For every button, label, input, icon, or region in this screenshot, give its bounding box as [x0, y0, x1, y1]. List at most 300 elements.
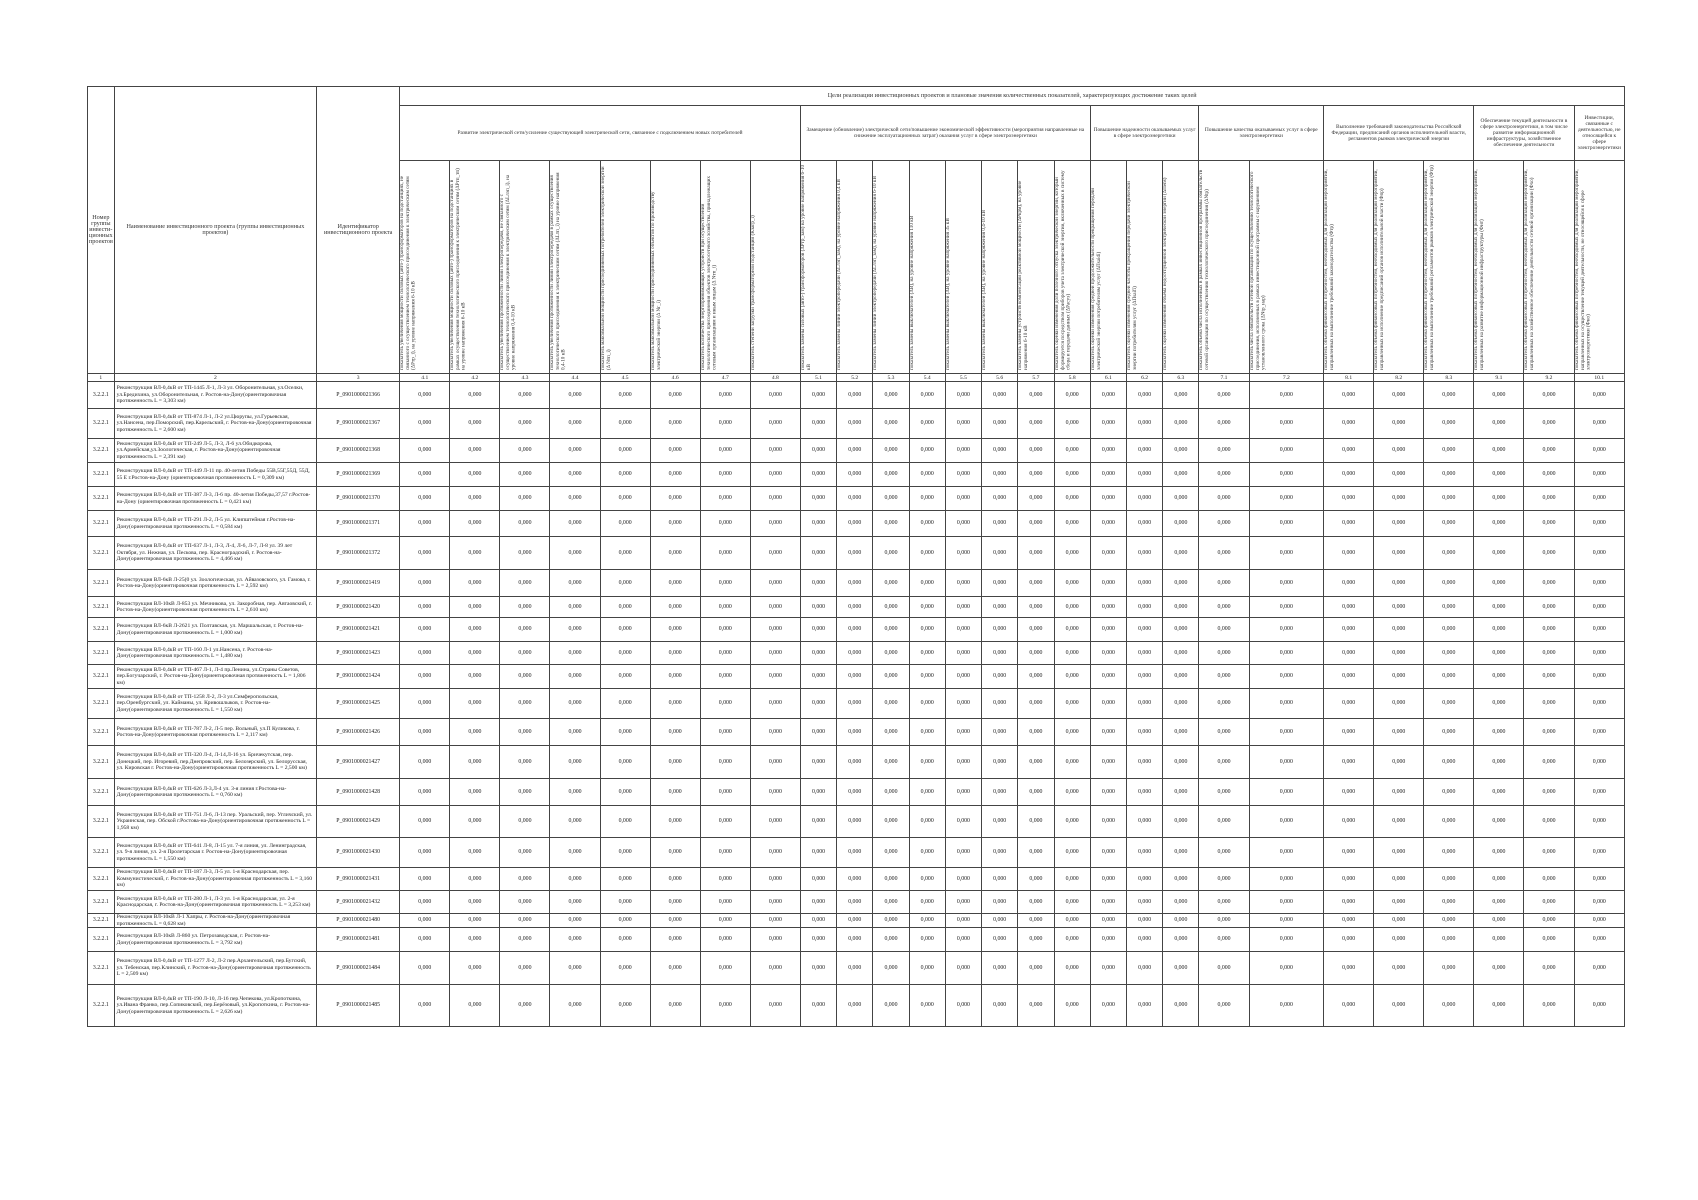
- row-indicator-value: 0,000: [1249, 719, 1324, 746]
- row-group-number: 3.2.2.1: [88, 779, 115, 806]
- row-indicator-value: 0,000: [650, 985, 700, 1027]
- row-indicator-value: 0,000: [837, 952, 873, 985]
- row-indicator-value: 0,000: [873, 597, 909, 618]
- row-indicator-value: 0,000: [450, 382, 500, 409]
- row-project-name: Реконструкция ВЛ-10кВ Л-860 ул. Петрозаводская, г. Ростов-на-Дону(ориентировочная протяженность L = 3,792 км): [114, 928, 316, 952]
- row-indicator-value: 0,000: [1524, 952, 1574, 985]
- row-indicator-value: 0,000: [1249, 952, 1324, 985]
- row-indicator-value: 0,000: [450, 439, 500, 463]
- row-indicator-value: 0,000: [945, 914, 981, 928]
- row-indicator-value: 0,000: [650, 952, 700, 985]
- header-indicator: [500, 161, 550, 374]
- row-indicator-value: 0,000: [600, 914, 650, 928]
- row-indicator-value: 0,000: [500, 891, 550, 914]
- row-indicator-value: 0,000: [1199, 618, 1249, 642]
- row-indicator-value: 0,000: [1424, 439, 1474, 463]
- header-indicator: [550, 161, 600, 374]
- row-indicator-value: 0,000: [945, 487, 981, 511]
- header-indicator: [982, 161, 1018, 374]
- row-indicator-value: 0,000: [800, 985, 836, 1027]
- row-group-number: 3.2.2.1: [88, 439, 115, 463]
- column-number: 4.8: [750, 374, 800, 382]
- row-indicator-value: 0,000: [400, 382, 450, 409]
- row-indicator-value: 0,000: [500, 597, 550, 618]
- row-group-number: 3.2.2.1: [88, 868, 115, 891]
- row-indicator-value: 0,000: [600, 689, 650, 719]
- row-indicator-value: 0,000: [873, 665, 909, 689]
- row-indicator-value: 0,000: [945, 952, 981, 985]
- row-indicator-value: 0,000: [750, 952, 800, 985]
- row-indicator-value: 0,000: [1163, 806, 1199, 838]
- row-indicator-value: 0,000: [1374, 665, 1424, 689]
- header-indicator: [1054, 161, 1090, 374]
- row-indicator-value: 0,000: [1199, 914, 1249, 928]
- table-row: [88, 382, 1625, 409]
- row-indicator-value: 0,000: [1424, 665, 1474, 689]
- row-indicator-value: 0,000: [750, 597, 800, 618]
- row-indicator-value: 0,000: [450, 891, 500, 914]
- header-indicator: [1199, 161, 1249, 374]
- row-indicator-value: 0,000: [945, 779, 981, 806]
- row-indicator-value: 0,000: [1090, 928, 1126, 952]
- row-indicator-value: 0,000: [1054, 746, 1090, 779]
- row-indicator-value: 0,000: [450, 409, 500, 439]
- row-group-number: 3.2.2.1: [88, 537, 115, 570]
- row-indicator-value: 0,000: [500, 463, 550, 487]
- row-indicator-value: 0,000: [400, 463, 450, 487]
- column-number: 4.4: [550, 374, 600, 382]
- row-indicator-value: 0,000: [1324, 806, 1374, 838]
- row-indicator-value: 0,000: [1054, 928, 1090, 952]
- row-indicator-value: 0,000: [1524, 382, 1574, 409]
- row-indicator-value: 0,000: [700, 382, 750, 409]
- row-indicator-value: 0,000: [600, 838, 650, 868]
- row-indicator-value: 0,000: [1574, 618, 1624, 642]
- header-indicator: [1249, 161, 1324, 374]
- row-indicator-value: 0,000: [700, 665, 750, 689]
- row-indicator-value: 0,000: [837, 382, 873, 409]
- table-row: [88, 537, 1625, 570]
- row-indicator-value: 0,000: [1324, 537, 1374, 570]
- row-indicator-value: 0,000: [1324, 463, 1374, 487]
- row-indicator-value: 0,000: [800, 642, 836, 665]
- row-indicator-value: 0,000: [400, 665, 450, 689]
- row-indicator-value: 0,000: [1424, 409, 1474, 439]
- row-indicator-value: 0,000: [550, 537, 600, 570]
- row-indicator-value: 0,000: [982, 891, 1018, 914]
- row-indicator-value: 0,000: [982, 746, 1018, 779]
- row-indicator-value: 0,000: [1424, 891, 1474, 914]
- row-indicator-value: 0,000: [450, 914, 500, 928]
- row-indicator-value: 0,000: [1374, 806, 1424, 838]
- investment-program-table-sheet: [87, 86, 1625, 1120]
- row-indicator-value: 0,000: [1424, 689, 1474, 719]
- row-indicator-value: 0,000: [400, 838, 450, 868]
- row-indicator-value: 0,000: [800, 463, 836, 487]
- row-indicator-value: 0,000: [600, 642, 650, 665]
- row-indicator-value: 0,000: [945, 806, 981, 838]
- header-indicator-label: показатель объема финансовых потребностей, необходимых для реализации мероприятий, направленных на осуществление текущей деятельности, не относящейся к сфере электроэнергетики (Фно): [1573, 169, 1592, 370]
- row-indicator-value: 0,000: [700, 597, 750, 618]
- row-indicator-value: 0,000: [450, 665, 500, 689]
- row-indicator-value: 0,000: [1524, 928, 1574, 952]
- row-group-number: 3.2.2.1: [88, 746, 115, 779]
- row-indicator-value: 0,000: [650, 806, 700, 838]
- row-indicator-value: 0,000: [800, 891, 836, 914]
- row-indicator-value: 0,000: [873, 806, 909, 838]
- row-indicator-value: 0,000: [1199, 891, 1249, 914]
- row-indicator-value: 0,000: [1424, 928, 1474, 952]
- row-indicator-value: 0,000: [1474, 382, 1524, 409]
- header-indicator: [1163, 161, 1199, 374]
- row-project-id: P_0901000021369: [317, 463, 400, 487]
- row-indicator-value: 0,000: [1163, 891, 1199, 914]
- row-indicator-value: 0,000: [1054, 597, 1090, 618]
- row-indicator-value: 0,000: [700, 618, 750, 642]
- row-indicator-value: 0,000: [909, 928, 945, 952]
- row-indicator-value: 0,000: [1018, 570, 1054, 597]
- row-indicator-value: 0,000: [500, 618, 550, 642]
- row-indicator-value: 0,000: [1374, 487, 1424, 511]
- row-indicator-value: 0,000: [945, 439, 981, 463]
- row-indicator-value: 0,000: [1249, 382, 1324, 409]
- row-indicator-value: 0,000: [1524, 618, 1574, 642]
- row-indicator-value: 0,000: [1249, 570, 1324, 597]
- row-indicator-value: 0,000: [1126, 806, 1162, 838]
- row-indicator-value: 0,000: [1574, 487, 1624, 511]
- row-group-number: 3.2.2.1: [88, 689, 115, 719]
- row-indicator-value: 0,000: [800, 806, 836, 838]
- row-indicator-value: 0,000: [1054, 891, 1090, 914]
- row-indicator-value: 0,000: [1474, 511, 1524, 537]
- row-indicator-value: 0,000: [650, 537, 700, 570]
- header-goal-group: Выполнение требований законодательства Российской Федерации, предписаний органов исполнительной власти, регламентов рынков электрической энергии: [1324, 106, 1474, 161]
- row-indicator-value: 0,000: [550, 928, 600, 952]
- row-indicator-value: 0,000: [550, 570, 600, 597]
- row-indicator-value: 0,000: [1054, 570, 1090, 597]
- row-group-number: 3.2.2.1: [88, 487, 115, 511]
- row-indicator-value: 0,000: [1054, 537, 1090, 570]
- row-indicator-value: 0,000: [800, 689, 836, 719]
- row-group-number: 3.2.2.1: [88, 914, 115, 928]
- row-indicator-value: 0,000: [500, 409, 550, 439]
- row-indicator-value: 0,000: [400, 985, 450, 1027]
- row-indicator-value: 0,000: [1249, 985, 1324, 1027]
- row-indicator-value: 0,000: [982, 985, 1018, 1027]
- row-indicator-value: 0,000: [1249, 838, 1324, 868]
- row-indicator-value: 0,000: [1054, 719, 1090, 746]
- row-indicator-value: 0,000: [1474, 928, 1524, 952]
- row-indicator-value: 0,000: [837, 914, 873, 928]
- row-indicator-value: 0,000: [400, 689, 450, 719]
- row-indicator-value: 0,000: [945, 928, 981, 952]
- row-indicator-value: 0,000: [400, 618, 450, 642]
- row-indicator-value: 0,000: [1424, 806, 1474, 838]
- row-indicator-value: 0,000: [1126, 868, 1162, 891]
- header-indicator: [1374, 161, 1424, 374]
- header-indicator-label: показатель объема финансовых потребностей, необходимых для реализации мероприятий, направленных на выполнение требований регламентов рынков электрической энергии (Фтр): [1423, 165, 1436, 370]
- row-indicator-value: 0,000: [750, 985, 800, 1027]
- header-indicator-label: показатель степени загрузки трансформаторной подстанции (Kзагр_i): [749, 215, 756, 370]
- row-indicator-value: 0,000: [550, 642, 600, 665]
- column-number: 8.2: [1374, 374, 1424, 382]
- row-indicator-value: 0,000: [750, 746, 800, 779]
- row-indicator-value: 0,000: [873, 511, 909, 537]
- row-indicator-value: 0,000: [650, 511, 700, 537]
- row-indicator-value: 0,000: [1574, 689, 1624, 719]
- row-indicator-value: 0,000: [1090, 985, 1126, 1027]
- row-indicator-value: 0,000: [450, 511, 500, 537]
- row-indicator-value: 0,000: [600, 511, 650, 537]
- row-indicator-value: 0,000: [873, 642, 909, 665]
- header-indicator-label: показатель замены устройств компенсации реактивной мощности (ΔPкрм), на уровне напряжения 6-10 кВ: [1017, 180, 1030, 370]
- row-group-number: 3.2.2.1: [88, 928, 115, 952]
- row-indicator-value: 0,000: [1374, 779, 1424, 806]
- row-indicator-value: 0,000: [1018, 463, 1054, 487]
- column-number: 4.3: [500, 374, 550, 382]
- row-group-number: 3.2.2.1: [88, 570, 115, 597]
- row-indicator-value: 0,000: [982, 928, 1018, 952]
- row-indicator-value: 0,000: [1199, 779, 1249, 806]
- row-indicator-value: 0,000: [1163, 868, 1199, 891]
- row-indicator-value: 0,000: [1018, 719, 1054, 746]
- header-indicator: [873, 161, 909, 374]
- row-indicator-value: 0,000: [1424, 487, 1474, 511]
- row-indicator-value: 0,000: [700, 952, 750, 985]
- table-row: [88, 597, 1625, 618]
- row-indicator-value: 0,000: [909, 868, 945, 891]
- row-project-name: Реконструкция ВЛ-0,4кВ от ТП-320 Л-4, Л-14,Л-16 ул. Бричекутская, пер. Донецкий, пер. Игоревий, пер.Днепровский, пер. Белозерский, ул. Белорусская, ул. Кировская г. Ростов-на-Дону(ориентировочная протяженность L = 2,500 км): [114, 746, 316, 779]
- row-indicator-value: 0,000: [1126, 382, 1162, 409]
- row-indicator-value: 0,000: [1374, 746, 1424, 779]
- row-indicator-value: 0,000: [750, 779, 800, 806]
- row-indicator-value: 0,000: [550, 952, 600, 985]
- row-indicator-value: 0,000: [500, 806, 550, 838]
- row-indicator-value: 0,000: [1374, 952, 1424, 985]
- row-indicator-value: 0,000: [1090, 642, 1126, 665]
- row-indicator-value: 0,000: [1054, 689, 1090, 719]
- row-indicator-value: 0,000: [982, 537, 1018, 570]
- row-indicator-value: 0,000: [1424, 952, 1474, 985]
- table-row: [88, 719, 1625, 746]
- row-indicator-value: 0,000: [1090, 537, 1126, 570]
- column-number: 5.1: [800, 374, 836, 382]
- row-indicator-value: 0,000: [1424, 868, 1474, 891]
- row-indicator-value: 0,000: [1018, 511, 1054, 537]
- row-indicator-value: 0,000: [1249, 891, 1324, 914]
- row-indicator-value: 0,000: [1574, 868, 1624, 891]
- row-indicator-value: 0,000: [1574, 806, 1624, 838]
- row-indicator-value: 0,000: [650, 914, 700, 928]
- row-indicator-value: 0,000: [982, 382, 1018, 409]
- row-indicator-value: 0,000: [1199, 665, 1249, 689]
- row-indicator-value: 0,000: [450, 618, 500, 642]
- row-indicator-value: 0,000: [1163, 618, 1199, 642]
- header-indicator: [1126, 161, 1162, 374]
- row-indicator-value: 0,000: [873, 891, 909, 914]
- row-indicator-value: 0,000: [1090, 382, 1126, 409]
- column-number: 2: [114, 374, 316, 382]
- row-indicator-value: 0,000: [1374, 409, 1424, 439]
- row-indicator-value: 0,000: [1474, 985, 1524, 1027]
- row-indicator-value: 0,000: [1574, 914, 1624, 928]
- row-indicator-value: 0,000: [1163, 928, 1199, 952]
- row-indicator-value: 0,000: [1324, 618, 1374, 642]
- row-indicator-value: 0,000: [550, 838, 600, 868]
- row-indicator-value: 0,000: [600, 439, 650, 463]
- row-indicator-value: 0,000: [700, 985, 750, 1027]
- row-indicator-value: 0,000: [1474, 914, 1524, 928]
- header-indicator: [600, 161, 650, 374]
- row-indicator-value: 0,000: [450, 537, 500, 570]
- row-indicator-value: 0,000: [1249, 689, 1324, 719]
- row-indicator-value: 0,000: [550, 597, 600, 618]
- row-indicator-value: 0,000: [650, 487, 700, 511]
- row-indicator-value: 0,000: [982, 642, 1018, 665]
- row-project-name: Реконструкция ВЛ-10кВ Л-1 Хапры, г. Ростов-на-Дону(ориентировочная протяженность L = 0,628 км): [114, 914, 316, 928]
- row-indicator-value: 0,000: [1054, 914, 1090, 928]
- row-indicator-value: 0,000: [500, 952, 550, 985]
- row-indicator-value: 0,000: [650, 618, 700, 642]
- table-row: [88, 838, 1625, 868]
- row-indicator-value: 0,000: [500, 928, 550, 952]
- row-indicator-value: 0,000: [500, 511, 550, 537]
- row-indicator-value: 0,000: [1324, 746, 1374, 779]
- row-indicator-value: 0,000: [873, 439, 909, 463]
- row-indicator-value: 0,000: [1199, 806, 1249, 838]
- row-indicator-value: 0,000: [550, 719, 600, 746]
- header-goal-group: Повышение качества оказываемых услуг в сфере электроэнергетики: [1199, 106, 1324, 161]
- row-indicator-value: 0,000: [873, 779, 909, 806]
- row-indicator-value: 0,000: [1199, 511, 1249, 537]
- row-indicator-value: 0,000: [800, 537, 836, 570]
- row-indicator-value: 0,000: [550, 868, 600, 891]
- row-indicator-value: 0,000: [750, 537, 800, 570]
- row-indicator-value: 0,000: [909, 985, 945, 1027]
- row-indicator-value: 0,000: [1324, 779, 1374, 806]
- row-indicator-value: 0,000: [909, 511, 945, 537]
- row-indicator-value: 0,000: [1324, 838, 1374, 868]
- column-number: 4.7: [700, 374, 750, 382]
- row-indicator-value: 0,000: [450, 779, 500, 806]
- header-indicator: [1324, 161, 1374, 374]
- row-indicator-value: 0,000: [550, 439, 600, 463]
- row-indicator-value: 0,000: [1574, 928, 1624, 952]
- row-indicator-value: 0,000: [945, 597, 981, 618]
- row-indicator-value: 0,000: [1474, 719, 1524, 746]
- row-indicator-value: 0,000: [1090, 409, 1126, 439]
- row-indicator-value: 0,000: [1424, 382, 1474, 409]
- row-indicator-value: 0,000: [500, 689, 550, 719]
- row-indicator-value: 0,000: [1054, 868, 1090, 891]
- row-indicator-value: 0,000: [500, 838, 550, 868]
- row-indicator-value: 0,000: [1018, 618, 1054, 642]
- row-indicator-value: 0,000: [945, 382, 981, 409]
- row-indicator-value: 0,000: [873, 952, 909, 985]
- table-row: [88, 779, 1625, 806]
- row-indicator-value: 0,000: [1324, 439, 1374, 463]
- row-indicator-value: 0,000: [1126, 597, 1162, 618]
- row-indicator-value: 0,000: [1574, 746, 1624, 779]
- row-indicator-value: 0,000: [1249, 868, 1324, 891]
- header-indicator-label: показатель объема финансовых потребностей, необходимых для реализации мероприятий, направленных на исполнение предписаний органов исполнительной власти (Фпр): [1373, 169, 1385, 370]
- row-indicator-value: 0,000: [1474, 952, 1524, 985]
- header-goal-group: Повышение надежности оказываемых услуг в сфере электроэнергетики: [1090, 106, 1199, 161]
- row-indicator-value: 0,000: [873, 618, 909, 642]
- row-indicator-value: 0,000: [873, 409, 909, 439]
- column-number: 7.2: [1249, 374, 1324, 382]
- row-indicator-value: 0,000: [1090, 838, 1126, 868]
- row-indicator-value: 0,000: [800, 382, 836, 409]
- row-indicator-value: 0,000: [1126, 779, 1162, 806]
- header-indicator-label: показатель замены линий электропередачи (ΔLлэп_зам), на уровне напряжения 6-10 кВ: [872, 176, 879, 370]
- row-indicator-value: 0,000: [909, 665, 945, 689]
- row-indicator-value: 0,000: [945, 719, 981, 746]
- row-indicator-value: 0,000: [800, 914, 836, 928]
- row-indicator-value: 0,000: [800, 746, 836, 779]
- row-indicator-value: 0,000: [400, 719, 450, 746]
- column-number: 1: [88, 374, 115, 382]
- row-indicator-value: 0,000: [1524, 891, 1574, 914]
- row-group-number: 3.2.2.1: [88, 719, 115, 746]
- row-indicator-value: 0,000: [945, 985, 981, 1027]
- header-goals-super: Цели реализации инвестиционных проектов и плановые значения количественных показателей, характеризующих достижение таких целей: [400, 87, 1625, 106]
- row-indicator-value: 0,000: [945, 511, 981, 537]
- row-indicator-value: 0,000: [982, 689, 1018, 719]
- row-indicator-value: 0,000: [800, 719, 836, 746]
- row-project-name: Реконструкция ВЛ-6кВ Л-25(0 ул. Зоологическая, ул. Айвазовского, ул. Гамова, г. Ростов-на-Дону(ориентировочная протяженность L = 2,592 км): [114, 570, 316, 597]
- row-indicator-value: 0,000: [982, 779, 1018, 806]
- row-indicator-value: 0,000: [909, 439, 945, 463]
- row-indicator-value: 0,000: [945, 463, 981, 487]
- header-project-name: Наименование инвестиционного проекта (группы инвестиционных проектов): [114, 87, 316, 374]
- row-indicator-value: 0,000: [700, 511, 750, 537]
- row-indicator-value: 0,000: [1474, 487, 1524, 511]
- investment-projects-table: [87, 86, 1625, 1027]
- row-indicator-value: 0,000: [500, 719, 550, 746]
- column-number: 8.1: [1324, 374, 1374, 382]
- row-project-id: P_0901000021485: [317, 985, 400, 1027]
- row-indicator-value: 0,000: [1090, 463, 1126, 487]
- row-indicator-value: 0,000: [945, 891, 981, 914]
- row-project-id: P_0901000021431: [317, 868, 400, 891]
- table-row: [88, 928, 1625, 952]
- row-indicator-value: 0,000: [1018, 928, 1054, 952]
- row-indicator-value: 0,000: [909, 838, 945, 868]
- row-indicator-value: 0,000: [600, 891, 650, 914]
- row-indicator-value: 0,000: [1018, 746, 1054, 779]
- row-indicator-value: 0,000: [400, 487, 450, 511]
- row-indicator-value: 0,000: [1524, 985, 1574, 1027]
- row-project-name: Реконструкция ВЛ-0,4кВ от ТП-160 Л-1 ул.Нансена, г. Ростов-на-Дону(ориентировочная протяженность L = 1,480 км): [114, 642, 316, 665]
- row-indicator-value: 0,000: [600, 537, 650, 570]
- row-indicator-value: 0,000: [1163, 597, 1199, 618]
- row-indicator-value: 0,000: [1474, 597, 1524, 618]
- row-indicator-value: 0,000: [873, 570, 909, 597]
- row-indicator-value: 0,000: [550, 409, 600, 439]
- row-indicator-value: 0,000: [700, 642, 750, 665]
- row-indicator-value: 0,000: [500, 746, 550, 779]
- column-number: 5.2: [837, 374, 873, 382]
- row-indicator-value: 0,000: [945, 746, 981, 779]
- row-indicator-value: 0,000: [700, 409, 750, 439]
- row-indicator-value: 0,000: [1163, 439, 1199, 463]
- row-indicator-value: 0,000: [1574, 439, 1624, 463]
- row-indicator-value: 0,000: [1374, 439, 1424, 463]
- row-indicator-value: 0,000: [837, 642, 873, 665]
- row-indicator-value: 0,000: [1524, 806, 1574, 838]
- row-indicator-value: 0,000: [1324, 928, 1374, 952]
